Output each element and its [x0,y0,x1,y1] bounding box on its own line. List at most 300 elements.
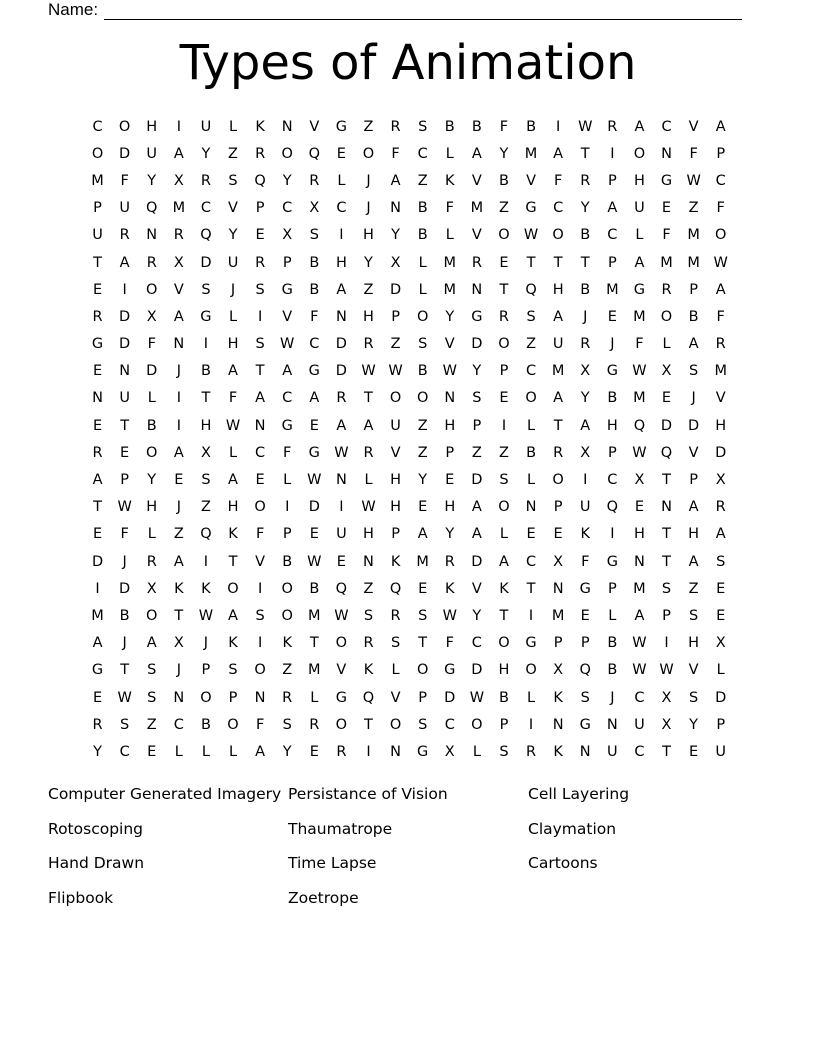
grid-letter: R [580,172,591,189]
grid-letter: C [92,118,103,135]
grid-letter: M [687,254,700,271]
grid-letter: S [255,281,265,298]
grid-letter: C [607,472,618,489]
grid-letter: R [92,444,103,461]
grid-letter: Z [390,336,401,353]
grid-letter: D [119,308,131,325]
grid-letter: Q [254,172,266,189]
grid-letter: C [634,743,645,760]
grid-letter: N [552,580,564,597]
grid-letter: H [688,635,700,652]
grid-letter: I [366,743,371,760]
grid-letter: G [444,662,456,679]
grid-letter: N [471,281,483,298]
grid-letter: S [390,635,401,652]
grid-letter: X [173,635,184,652]
grid-letter: R [715,499,726,516]
grid-letter: O [525,662,537,679]
grid-letter: X [173,172,184,189]
grid-letter: B [580,281,591,298]
grid-letter: J [176,499,181,516]
grid-letter: L [283,472,292,489]
grid-letter: Y [580,390,590,407]
grid-letter: L [662,336,671,353]
grid-letter: V [390,689,401,706]
grid-letter: G [633,281,646,298]
grid-letter: J [203,635,209,652]
grid-letter: E [607,308,617,325]
grid-letter: M [416,553,429,570]
grid-letter: M [443,254,457,271]
grid-letter: K [445,580,455,597]
grid-letter: I [122,281,127,298]
grid-letter: X [715,635,726,652]
grid-letter: L [147,390,156,407]
grid-letter: V [228,200,238,217]
grid-letter: U [119,200,130,217]
grid-letter: E [336,553,346,570]
grid-letter: M [443,281,457,298]
grid-letter: M [633,390,646,407]
grid-letter: C [417,145,428,162]
grid-letter: R [390,118,401,135]
grid-letter: L [608,607,617,624]
grid-letter: W [469,689,485,706]
grid-letter: R [309,716,320,733]
grid-letter: W [117,499,132,516]
grid-letter: W [632,635,647,652]
grid-letter: Y [418,472,428,489]
grid-letter: E [92,281,103,298]
grid-letter: F [662,227,671,244]
grid-letter: P [228,689,238,706]
grid-letter: A [715,281,726,298]
grid-letter: S [526,308,536,325]
grid-letter: I [95,580,100,597]
grid-letter: A [471,499,482,516]
grid-letter: L [391,662,400,679]
grid-letter: F [255,526,265,543]
grid-letter: J [176,363,181,380]
grid-letter: M [308,607,321,624]
grid-letter: O [281,580,293,597]
grid-letter: Y [282,743,292,760]
grid-letter: H [715,417,727,434]
grid-letter: E [499,390,509,407]
grid-letter: A [146,635,157,652]
grid-letter: R [92,308,103,325]
grid-letter: Y [445,526,455,543]
grid-letter: T [553,417,563,434]
grid-letter: B [471,118,482,135]
grid-letter: G [579,716,591,733]
grid-letter: Q [308,145,320,162]
grid-letter: A [173,444,184,461]
grid-letter: C [661,118,672,135]
word-list-item: Cartoons [528,854,598,873]
grid-letter: Z [363,580,374,597]
grid-letter: G [525,200,537,217]
grid-letter: H [444,499,456,516]
grid-letter: P [689,472,698,489]
grid-letter: R [336,743,347,760]
grid-letter: S [499,472,509,489]
grid-letter: H [146,118,158,135]
grid-letter: I [203,336,209,353]
grid-letter: Y [201,145,211,162]
grid-letter: O [498,635,510,652]
grid-letter: Z [363,118,374,135]
grid-letter: I [257,580,263,597]
grid-letter: F [553,172,563,189]
grid-letter: A [688,336,699,353]
grid-letter: Z [471,444,482,461]
grid-letter: R [255,254,266,271]
grid-letter: N [146,227,158,244]
grid-letter: S [689,363,699,380]
grid-letter: K [228,526,238,543]
grid-letter: B [417,200,428,217]
grid-letter: F [310,308,319,325]
grid-letter: D [444,689,456,706]
grid-letter: P [499,716,509,733]
grid-letter: D [471,472,483,489]
grid-letter: I [285,499,290,516]
grid-letter: W [632,363,647,380]
grid-letter: V [444,336,455,353]
grid-letter: S [689,689,699,706]
grid-letter: L [445,145,454,162]
grid-letter: V [336,662,347,679]
grid-letter: O [227,580,239,597]
grid-letter: E [309,743,319,760]
grid-letter: T [309,635,319,652]
grid-letter: E [92,417,103,434]
grid-letter: H [227,336,239,353]
grid-letter: W [442,363,457,380]
grid-letter: I [257,308,263,325]
grid-letter: Q [335,580,348,597]
grid-letter: D [471,662,483,679]
grid-letter: L [418,281,427,298]
grid-letter: P [716,145,726,162]
grid-letter: O [552,227,564,244]
grid-letter: R [146,553,157,570]
grid-letter: W [442,607,457,624]
grid-letter: F [716,308,725,325]
grid-letter: D [471,336,483,353]
grid-letter: F [228,390,238,407]
grid-letter: J [230,281,236,298]
grid-letter: H [335,254,347,271]
grid-letter: A [255,743,266,760]
grid-letter: D [389,281,402,298]
grid-letter: U [579,499,591,516]
grid-letter: O [227,716,239,733]
grid-letter: B [146,417,157,434]
grid-letter: C [607,227,618,244]
grid-letter: B [417,363,428,380]
grid-letter: S [418,336,428,353]
grid-letter: Y [580,200,590,217]
grid-letter: Z [498,200,509,217]
grid-letter: I [176,390,181,407]
grid-letter: S [255,336,265,353]
grid-letter: P [689,281,698,298]
grid-letter: W [578,118,593,135]
word-list-item: Claymation [528,819,617,838]
grid-letter: C [255,444,266,461]
grid-letter: E [634,499,644,516]
grid-letter: N [363,553,374,570]
grid-letter: L [228,118,238,135]
grid-letter: R [553,444,564,461]
grid-letter: O [335,635,348,652]
grid-letter: L [364,472,373,489]
word-list-item: Computer Generated Imagery [48,785,282,804]
grid-letter: W [334,444,349,461]
grid-letter: S [689,607,699,624]
grid-letter: Z [417,417,428,434]
grid-letter: B [309,254,320,271]
word-list-item: Hand Drawn [48,854,145,873]
grid-letter: E [661,200,672,217]
grid-letter: Z [526,336,537,353]
grid-letter: O [552,472,564,489]
grid-letter: F [581,553,590,570]
grid-letter: R [255,145,266,162]
grid-letter: Y [147,472,157,489]
grid-letter: I [257,635,263,652]
grid-letter: U [390,417,401,434]
grid-letter: V [688,444,699,461]
grid-letter: H [633,526,645,543]
grid-letter: G [525,635,537,652]
grid-letter: R [309,172,320,189]
grid-letter: W [713,254,728,271]
grid-letter: D [335,363,347,380]
grid-letter: T [120,417,130,434]
grid-letter: U [146,145,158,162]
grid-letter: N [606,716,618,733]
grid-letter: G [308,444,320,461]
grid-letter: M [308,662,321,679]
grid-letter: R [444,553,455,570]
grid-letter: X [580,444,591,461]
grid-letter: T [499,607,509,624]
grid-letter: N [335,472,347,489]
grid-letter: N [92,390,103,407]
grid-letter: B [282,553,293,570]
grid-letter: H [200,417,212,434]
grid-letter: J [610,689,615,706]
grid-letter: M [551,363,565,380]
grid-letter: K [580,526,590,543]
grid-letter: G [200,308,212,325]
grid-letter: J [583,308,588,325]
grid-letter: A [173,145,184,162]
grid-letter: A [173,308,184,325]
grid-letter: Y [228,227,238,244]
grid-letter: E [445,472,455,489]
grid-letter: Z [363,281,374,298]
grid-letter: G [579,580,591,597]
grid-letter: E [92,363,103,380]
grid-letter: G [471,308,483,325]
grid-letter: L [228,743,238,760]
grid-letter: V [255,553,266,570]
grid-letter: H [390,472,402,489]
grid-letter: K [174,580,184,597]
grid-letter: F [120,526,129,543]
grid-letter: B [607,390,618,407]
grid-letter: E [336,145,346,162]
grid-letter: T [174,607,184,624]
grid-letter: V [471,227,482,244]
grid-letter: M [633,308,646,325]
grid-letter: R [363,336,374,353]
grid-letter: M [714,363,727,380]
grid-letter: E [418,580,428,597]
grid-letter: X [146,308,157,325]
grid-letter: P [607,172,617,189]
grid-letter: Y [364,254,373,271]
grid-letter: T [93,254,102,271]
grid-letter: A [336,281,347,298]
grid-letter: D [146,363,158,380]
grid-letter: Q [525,281,537,298]
grid-letter: H [227,499,239,516]
grid-letter: A [634,254,645,271]
grid-letter: P [607,254,617,271]
grid-letter: Q [606,499,619,516]
grid-letter: O [660,308,673,325]
grid-letter: T [364,716,373,733]
grid-letter: E [255,227,265,244]
grid-letter: A [309,390,320,407]
grid-letter: V [282,308,293,325]
grid-letter: J [610,336,615,353]
grid-letter: N [335,308,347,325]
grid-letter: A [255,390,266,407]
grid-letter: E [526,526,536,543]
grid-letter: G [660,172,673,189]
word-list-item: Zoetrope [288,888,359,907]
grid-letter: T [526,580,536,597]
grid-letter: A [471,145,482,162]
grid-letter: E [716,607,726,624]
grid-letter: B [309,281,320,298]
grid-letter: N [119,363,131,380]
grid-letter: P [607,580,617,597]
grid-letter: W [225,417,241,434]
grid-letter: H [498,662,510,679]
grid-letter: Z [688,580,699,597]
grid-letter: E [120,444,130,461]
grid-letter: N [633,553,645,570]
grid-letter: Z [417,444,428,461]
grid-letter: S [363,607,374,624]
grid-letter: T [120,662,130,679]
grid-letter: B [526,118,537,135]
grid-letter: L [716,662,725,679]
grid-letter: X [661,363,672,380]
grid-letter: H [363,526,374,543]
grid-letter: V [688,118,699,135]
grid-letter: M [91,607,104,624]
grid-letter: L [499,526,508,543]
grid-letter: W [686,172,701,189]
grid-letter: K [255,118,265,135]
grid-letter: D [471,553,483,570]
grid-letter: T [662,553,671,570]
grid-letter: A [498,553,509,570]
grid-letter: B [526,444,537,461]
grid-letter: E [309,417,319,434]
grid-letter: Q [146,200,158,217]
grid-letter: A [228,472,238,489]
grid-letter: V [309,118,320,135]
page-title: Types of Animation [179,35,637,91]
grid-letter: A [92,472,103,489]
grid-letter: M [687,227,700,244]
grid-letter: Q [362,689,375,706]
grid-letter: Y [93,743,102,760]
grid-letter: A [390,172,401,189]
grid-letter: O [118,118,131,135]
grid-letter: F [499,118,509,135]
grid-letter: L [527,472,536,489]
grid-letter: F [391,145,400,162]
grid-letter: G [91,662,104,679]
grid-letter: D [308,499,320,516]
grid-letter: W [307,472,322,489]
grid-letter: T [201,390,211,407]
grid-letter: U [634,716,645,733]
letter-grid [84,113,736,766]
grid-letter: A [688,499,699,516]
grid-letter: E [418,499,428,516]
grid-letter: I [610,526,615,543]
grid-letter: W [388,363,403,380]
grid-letter: N [661,145,672,162]
grid-letter: I [610,145,615,162]
word-list-item: Flipbook [48,888,114,907]
grid-letter: L [445,227,454,244]
grid-letter: D [688,417,700,434]
grid-letter: V [526,172,536,189]
grid-letter: T [499,281,509,298]
grid-letter: E [92,526,103,543]
grid-letter: K [201,580,211,597]
grid-letter: A [228,363,238,380]
grid-letter: O [714,227,727,244]
grid-letter: B [498,172,509,189]
grid-letter: Y [282,172,292,189]
grid-letter: L [527,689,536,706]
grid-letter: O [281,607,293,624]
grid-letter: B [498,689,509,706]
grid-letter: Y [472,607,482,624]
grid-letter: O [389,716,402,733]
grid-letter: W [361,363,376,380]
grid-letter: R [200,172,211,189]
grid-letter: M [633,580,646,597]
grid-letter: V [688,662,699,679]
grid-letter: L [418,254,427,271]
grid-letter: J [122,553,127,570]
grid-letter: Y [499,145,509,162]
